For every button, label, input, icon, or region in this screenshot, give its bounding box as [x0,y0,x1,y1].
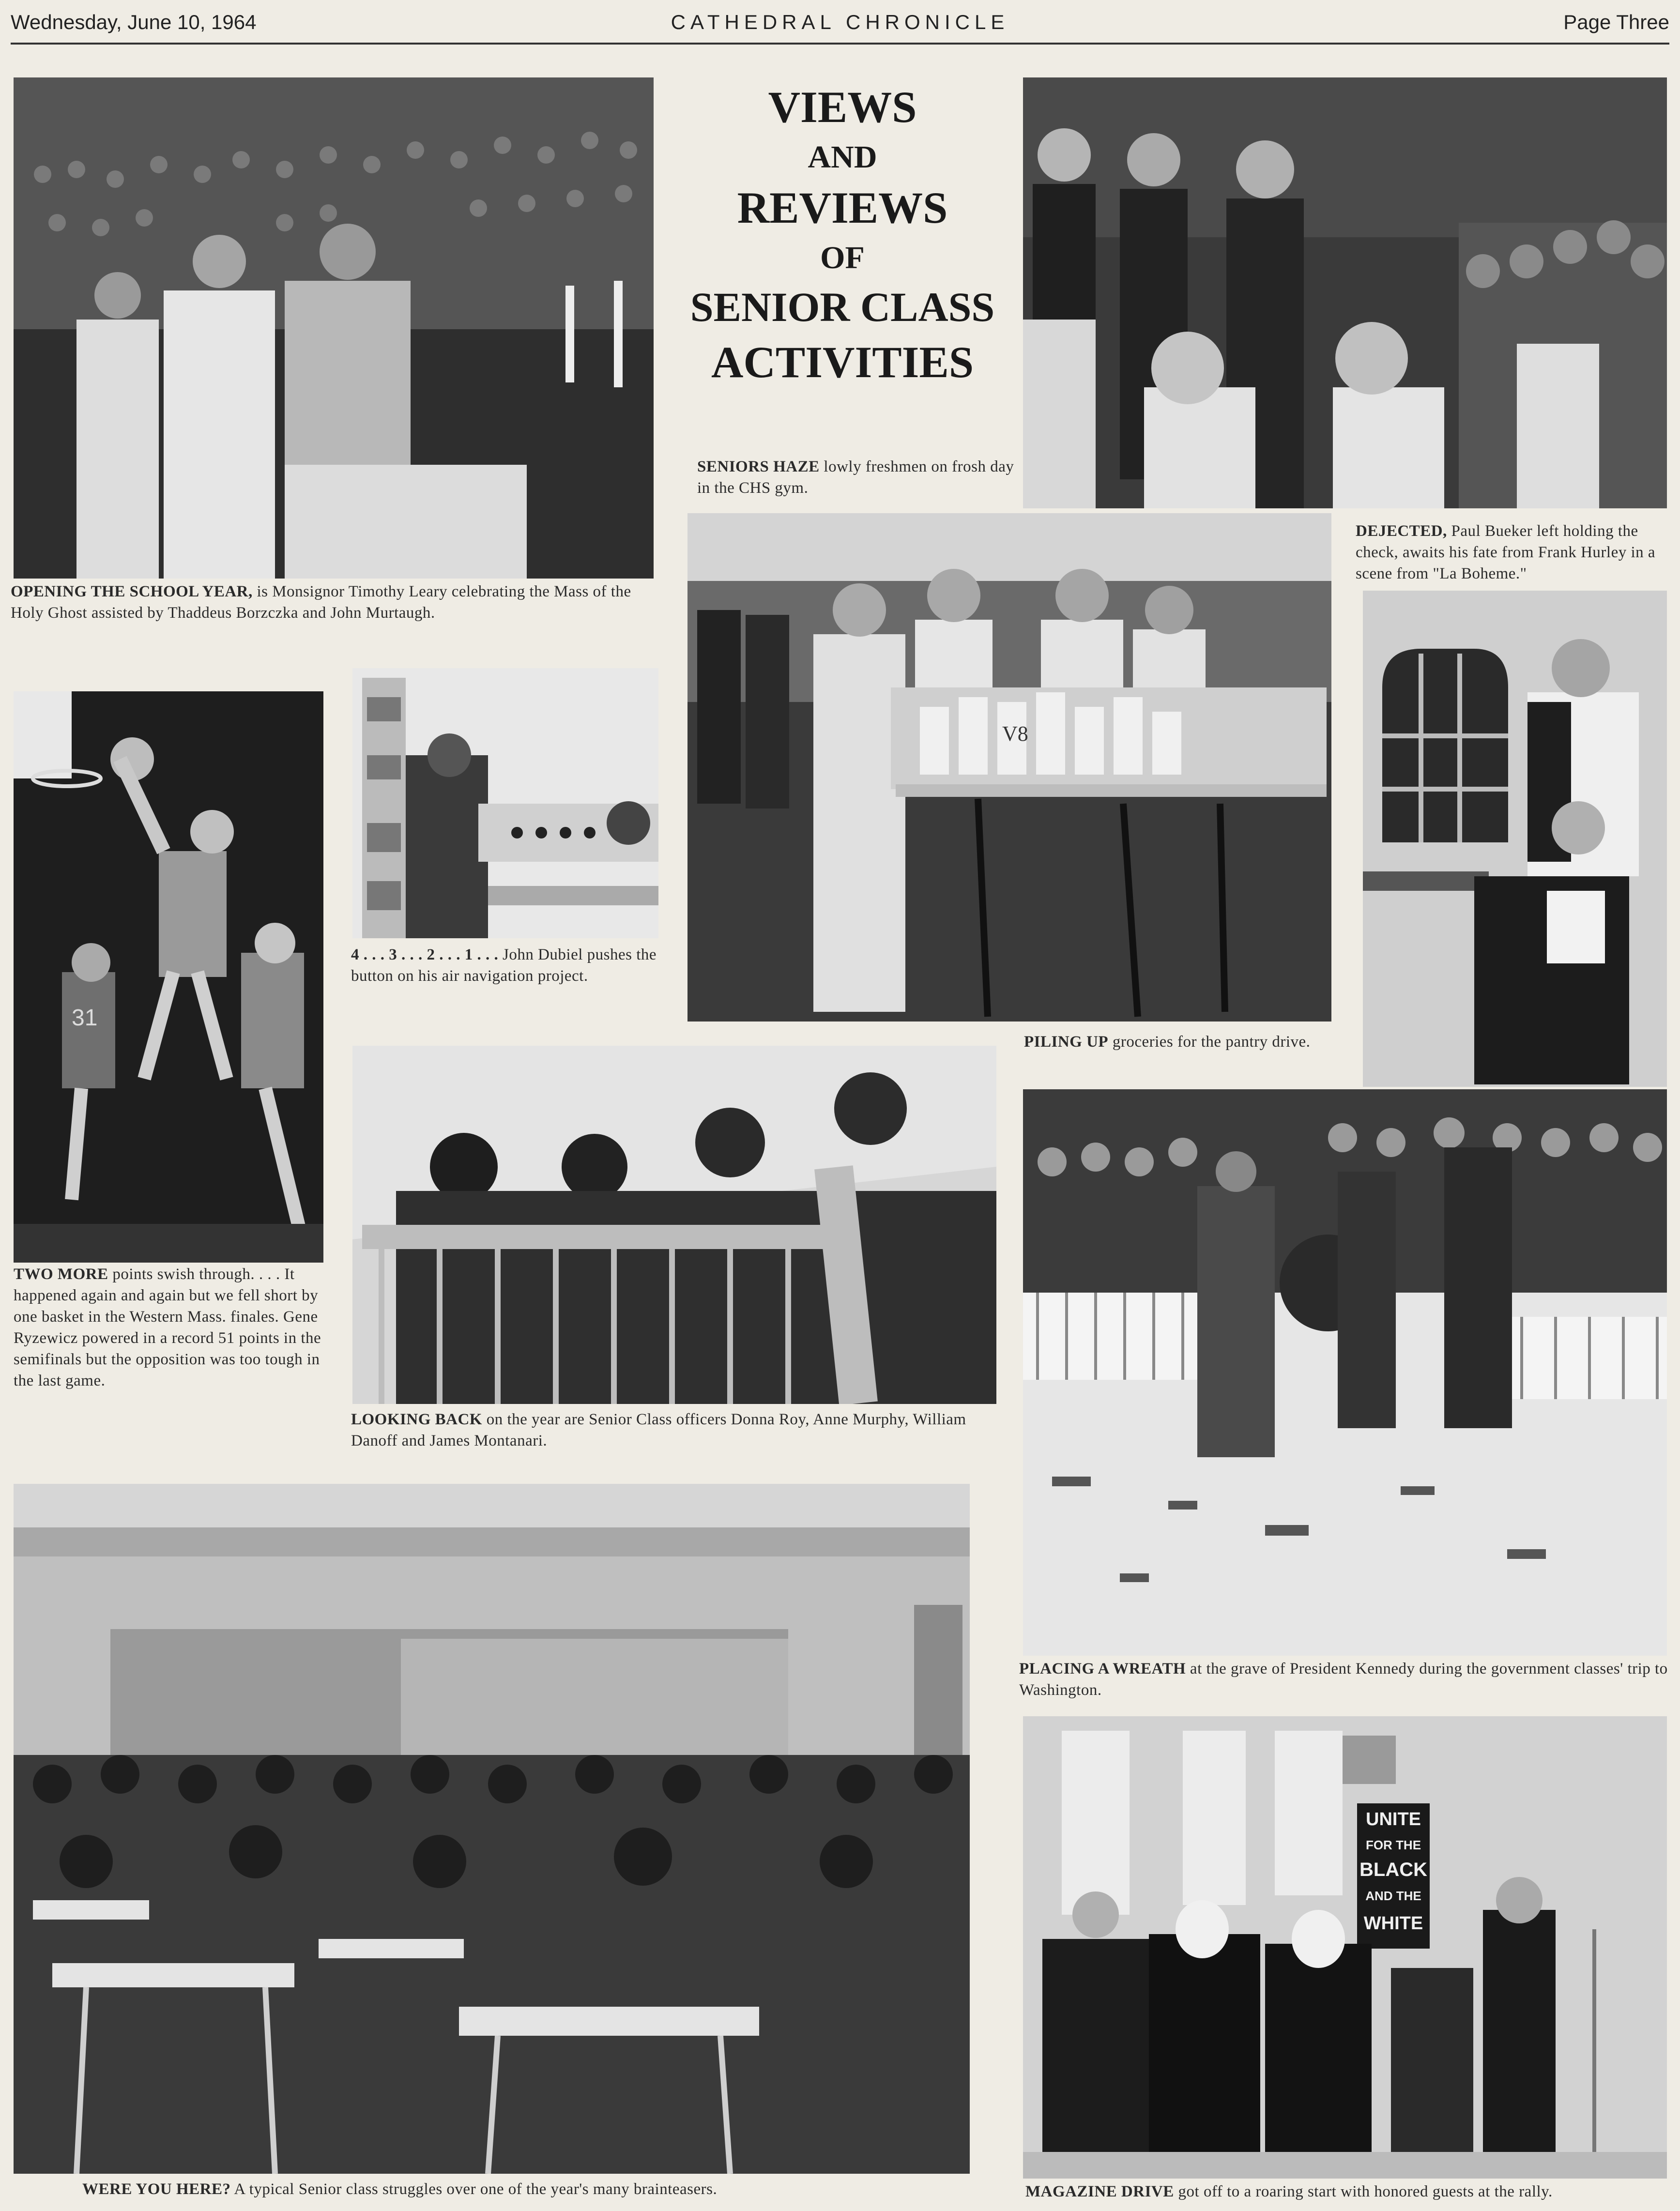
basketball-caption [14,1264,333,1391]
headline-line: AND [808,139,877,175]
sign-line: WHITE [1363,1913,1423,1934]
header-rule [11,43,1669,45]
caption-text: on the year are Senior Class officers Donna Roy, Anne Murphy, William Danoff and James Montanari. [351,1411,966,1449]
caption-text: John Dubiel pushes the button on his air navigation project. [351,946,657,985]
caption-lead: PLACING A WREATH [1019,1660,1186,1677]
wreath-photo [1023,1089,1667,1656]
basketball-photo [14,691,323,1263]
caption-lead: PILING UP [1024,1033,1109,1051]
issue-date: Wednesday, June 10, 1964 [11,11,257,33]
officers-caption [351,1409,1005,1451]
headline-line: SENIOR CLASS [690,284,995,330]
page-headline [678,82,1007,387]
wreath-caption [1019,1658,1673,1701]
pantry-photo [687,513,1331,1022]
headline-line: VIEWS [768,82,917,132]
caption-lead: 4 . . . 3 . . . 2 . . . 1 . . . [351,946,499,963]
caption-text: Paul Bueker left holding the check, awaits his fate from Frank Hurley in a scene from "La Boheme." [1356,522,1656,582]
haze-photo [1023,77,1667,508]
sign-line: FOR THE [1365,1838,1421,1852]
mass-caption [11,581,659,624]
caption-text: at the grave of President Kennedy during the government classes' trip to Washington. [1019,1660,1668,1699]
newspaper-name: CATHEDRAL CHRONICLE [671,11,1009,33]
navigation-caption [351,944,666,987]
caption-text: A typical Senior class struggles over one of the year's many brainteasers. [230,2181,718,2198]
caption-lead: MAGAZINE DRIVE [1025,2183,1174,2200]
caption-text: lowly freshmen on frosh day in the CHS gym. [697,458,1014,497]
boheme-photo [1363,591,1667,1087]
classroom-photo [14,1484,970,2174]
sign-line: AND THE [1365,1889,1421,1903]
magazine-caption [1025,2181,1674,2202]
boheme-caption [1356,520,1670,584]
sign-line: UNITE [1366,1809,1421,1830]
headline-line: ACTIVITIES [711,337,974,387]
caption-text: got off to a roaring start with honored guests at the rally. [1174,2183,1553,2200]
pantry-caption [1024,1031,1344,1052]
caption-text: groceries for the pantry drive. [1108,1033,1311,1051]
magazine-photo [1023,1716,1667,2179]
jersey-number: 31 [72,1005,98,1031]
haze-caption [697,456,1017,499]
can-label: V8 [1002,722,1028,746]
caption-lead: LOOKING BACK [351,1411,482,1428]
headline-line: REVIEWS [737,183,948,232]
headline-line: OF [820,240,865,275]
officers-photo [352,1046,996,1404]
caption-text: is Monsignor Timothy Leary celebrating the Mass of the Holy Ghost assisted by Thaddeus Borzczka and John Murtaugh. [11,583,631,622]
page-number: Page Three [1563,11,1669,33]
navigation-photo [352,668,658,938]
caption-lead: DEJECTED, [1356,522,1447,540]
caption-lead: SENIORS HAZE [697,458,820,475]
caption-lead: TWO MORE [14,1266,108,1283]
caption-lead: WERE YOU HERE? [82,2181,231,2198]
caption-text: points swish through. . . . It happened again and again but we fell short by one basket in the Western Mass. finales. Gene Ryzewicz powered in a record 51 points in the semifinals but the opposition was too tough in the last game. [14,1266,321,1389]
mass-photo [14,77,654,579]
caption-lead: OPENING THE SCHOOL YEAR, [11,583,253,600]
classroom-caption [82,2179,954,2200]
sign-line: BLACK [1359,1859,1427,1880]
